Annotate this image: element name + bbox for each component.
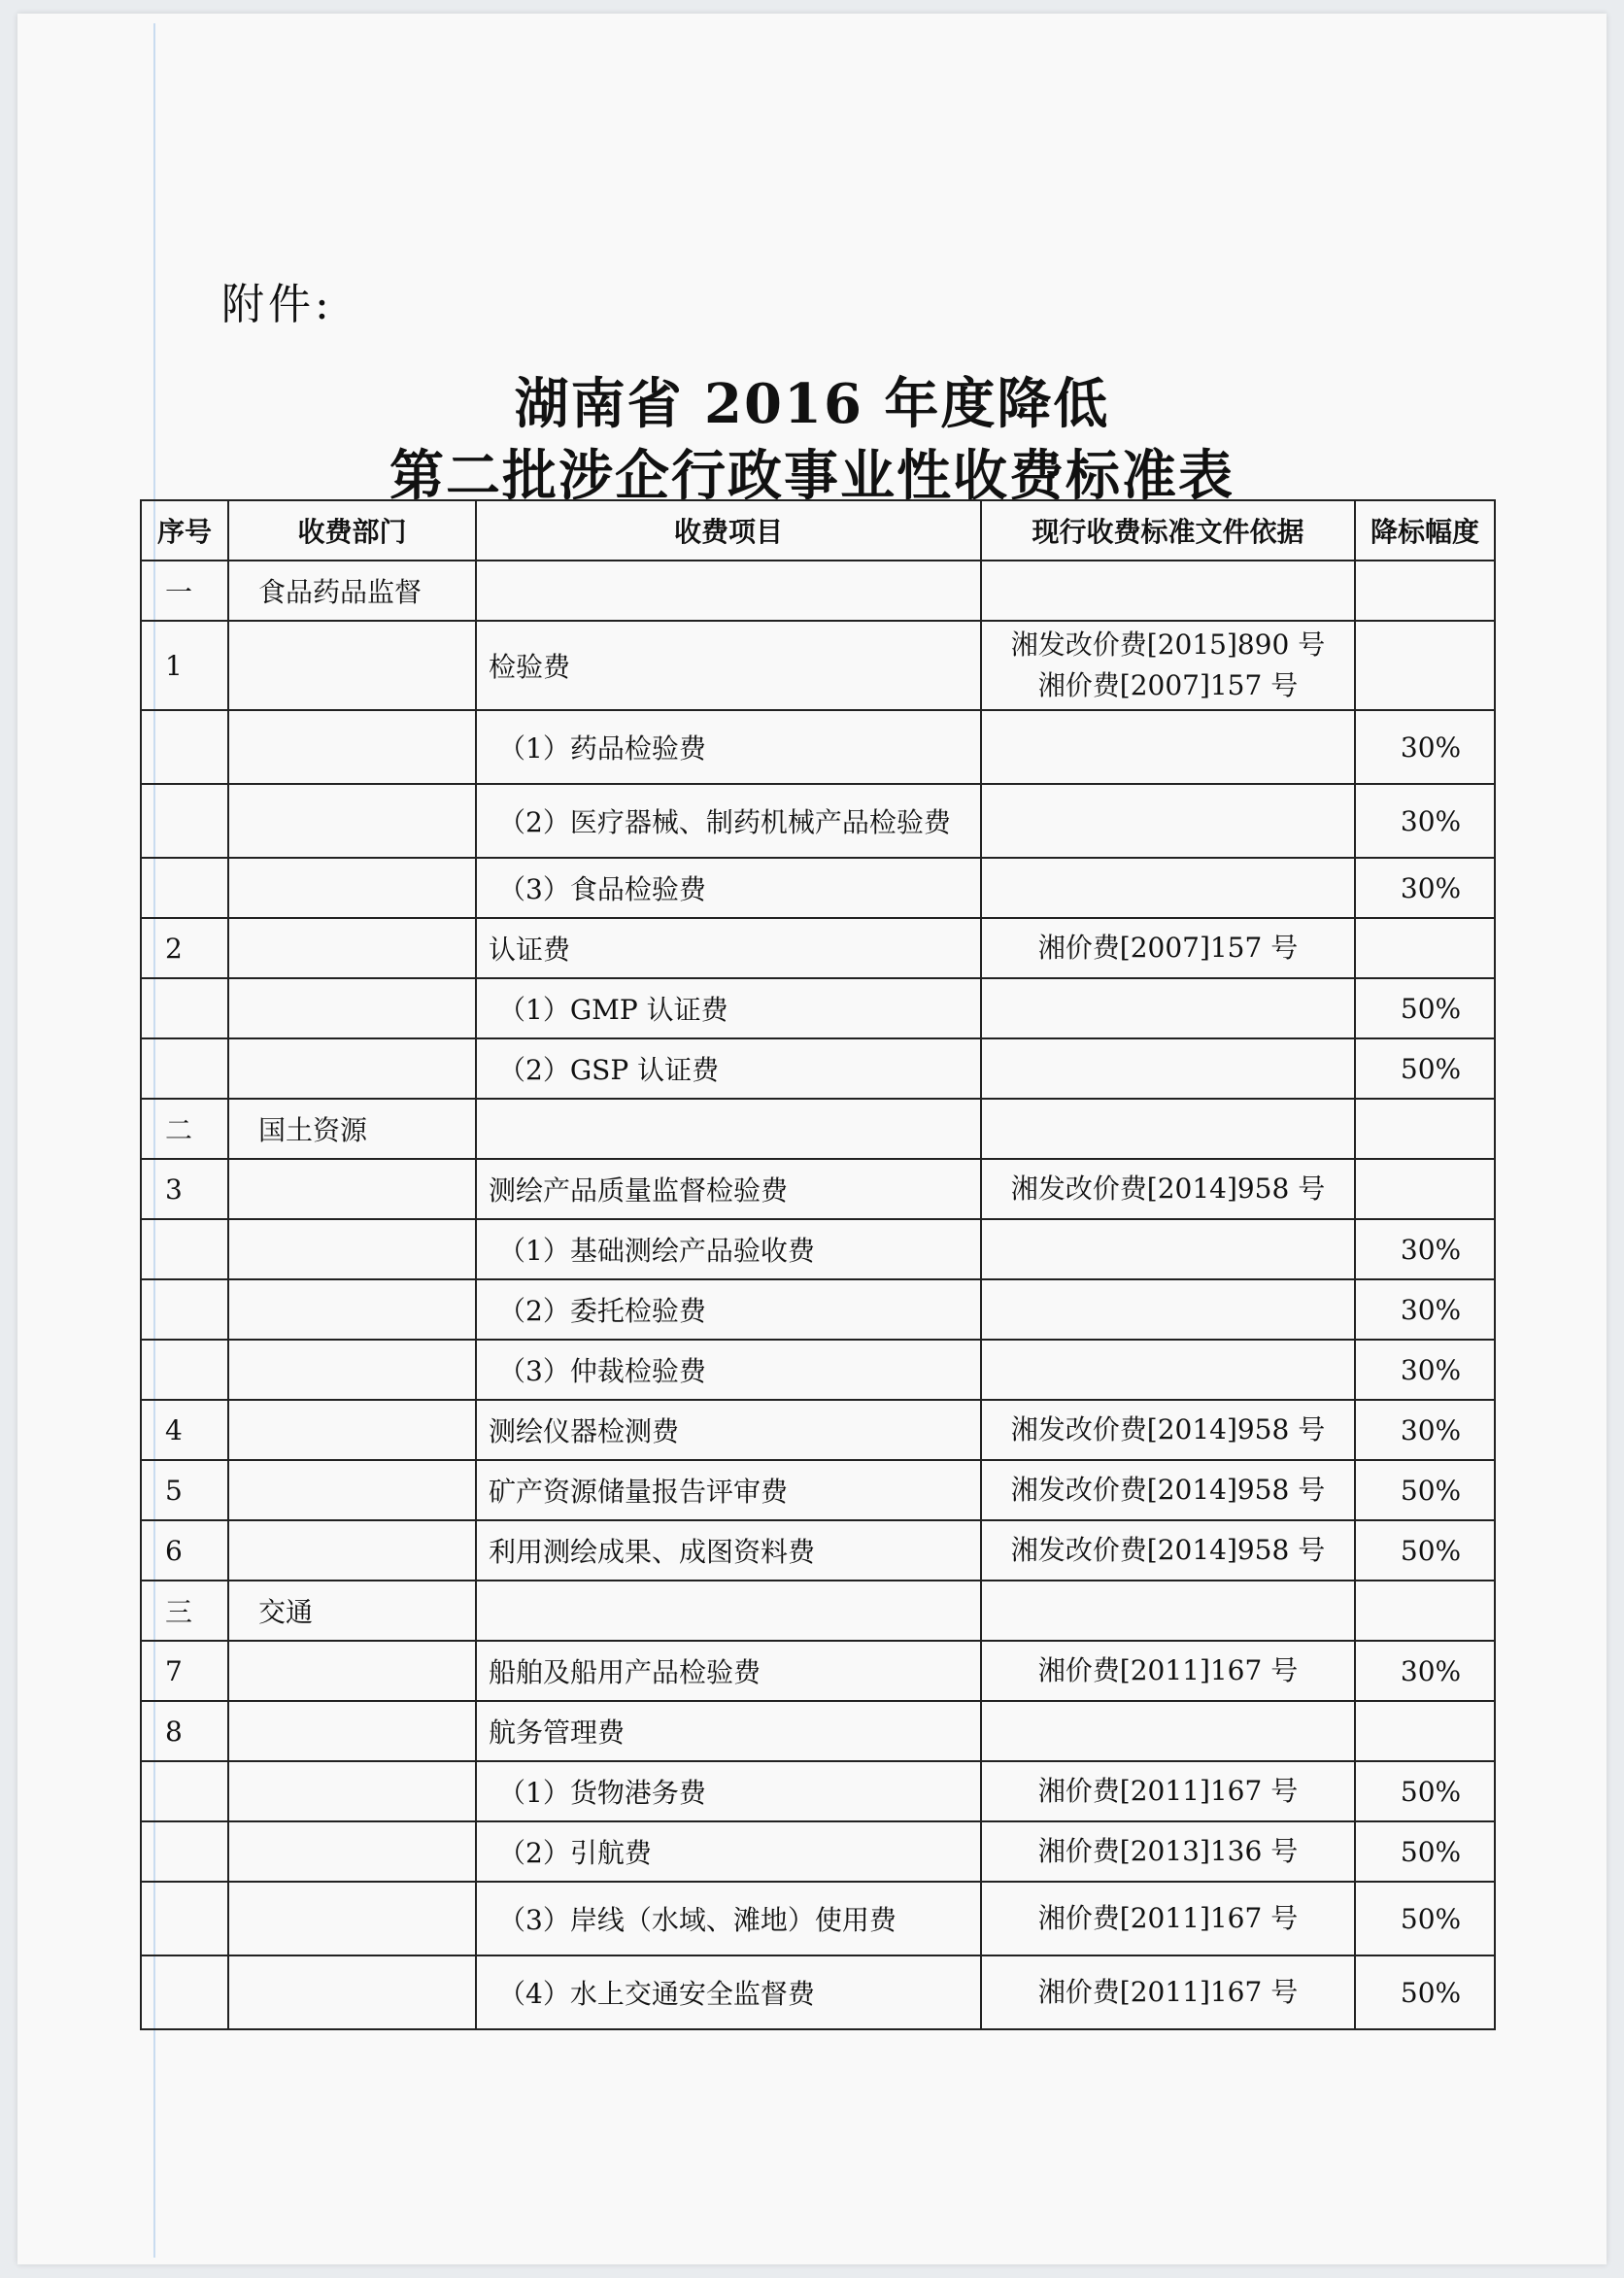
cell-department (228, 858, 476, 918)
cell-rate: 30% (1355, 1340, 1495, 1400)
cell-item: （2）GSP 认证费 (476, 1038, 981, 1099)
cell-index: 3 (141, 1159, 228, 1219)
cell-basis (981, 561, 1355, 621)
cell-item: 认证费 (476, 918, 981, 978)
table-row (141, 784, 1495, 858)
cell-rate: 30% (1355, 1400, 1495, 1460)
cell-department: 食品药品监督 (228, 561, 476, 621)
cell-item: （2）委托检验费 (476, 1279, 981, 1340)
cell-department (228, 710, 476, 784)
cell-item: （2）医疗器械、制药机械产品检验费 (476, 784, 981, 858)
cell-rate: 30% (1355, 710, 1495, 784)
cell-basis (981, 621, 1355, 710)
table-row (141, 1400, 1495, 1460)
cell-department (228, 978, 476, 1038)
cell-department (228, 1701, 476, 1761)
cell-basis (981, 1099, 1355, 1159)
cell-basis: 湘价费[2011]167 号 (981, 1882, 1355, 1955)
cell-index (141, 858, 228, 918)
header-index: 序号 (141, 500, 228, 561)
cell-rate (1355, 1159, 1495, 1219)
table-row (141, 1821, 1495, 1882)
cell-basis (981, 1701, 1355, 1761)
cell-department (228, 1761, 476, 1821)
cell-index (141, 784, 228, 858)
table-header-row (141, 500, 1495, 561)
cell-index: 4 (141, 1400, 228, 1460)
table-row (141, 1641, 1495, 1701)
cell-department (228, 1821, 476, 1882)
cell-basis: 湘价费[2011]167 号 (981, 1955, 1355, 2029)
cell-item: 矿产资源储量报告评审费 (476, 1460, 981, 1520)
cell-department (228, 621, 476, 710)
cell-department (228, 1400, 476, 1460)
cell-item: 航务管理费 (476, 1701, 981, 1761)
cell-department (228, 1955, 476, 2029)
cell-index: 2 (141, 918, 228, 978)
header-rate: 降标幅度 (1355, 500, 1495, 561)
table-row (141, 710, 1495, 784)
table-row (141, 1761, 1495, 1821)
cell-basis (981, 1219, 1355, 1279)
fee-standard-table (140, 499, 1496, 2030)
cell-index (141, 1761, 228, 1821)
cell-item: （1）基础测绘产品验收费 (476, 1219, 981, 1279)
cell-item: （1）货物港务费 (476, 1761, 981, 1821)
cell-department (228, 1520, 476, 1581)
cell-index: 6 (141, 1520, 228, 1581)
cell-index: 三 (141, 1581, 228, 1641)
cell-basis: 湘价费[2011]167 号 (981, 1761, 1355, 1821)
table-row (141, 1955, 1495, 2029)
cell-index (141, 1279, 228, 1340)
table-row (141, 1701, 1495, 1761)
cell-index (141, 1821, 228, 1882)
cell-basis: 湘价费[2013]136 号 (981, 1821, 1355, 1882)
cell-department: 国土资源 (228, 1099, 476, 1159)
table-row (141, 1159, 1495, 1219)
cell-rate: 30% (1355, 1219, 1495, 1279)
table-row (141, 1219, 1495, 1279)
cell-index (141, 1882, 228, 1955)
cell-index: 8 (141, 1701, 228, 1761)
cell-item: （3）食品检验费 (476, 858, 981, 918)
cell-basis: 湘价费[2007]157 号 (981, 918, 1355, 978)
cell-rate: 30% (1355, 784, 1495, 858)
cell-rate: 30% (1355, 1641, 1495, 1701)
cell-basis: 湘发改价费[2014]958 号 (981, 1400, 1355, 1460)
document-page (17, 14, 1607, 2264)
cell-department (228, 1340, 476, 1400)
cell-item: （3）岸线（水域、滩地）使用费 (476, 1882, 981, 1955)
cell-item: 测绘仪器检测费 (476, 1400, 981, 1460)
cell-index (141, 978, 228, 1038)
cell-department (228, 1159, 476, 1219)
cell-index (141, 1340, 228, 1400)
table-row (141, 1460, 1495, 1520)
header-basis: 现行收费标准文件依据 (981, 500, 1355, 561)
cell-rate (1355, 1581, 1495, 1641)
cell-rate (1355, 1099, 1495, 1159)
cell-department (228, 1882, 476, 1955)
cell-basis (981, 1340, 1355, 1400)
cell-rate: 50% (1355, 1955, 1495, 2029)
cell-item: （3）仲裁检验费 (476, 1340, 981, 1400)
basis-line: 湘发改价费[2015]890 号 (1010, 629, 1326, 661)
cell-rate: 50% (1355, 1520, 1495, 1581)
cell-index (141, 1955, 228, 2029)
table-row (141, 858, 1495, 918)
cell-rate: 50% (1355, 1460, 1495, 1520)
cell-basis (981, 978, 1355, 1038)
cell-rate (1355, 621, 1495, 710)
cell-basis (981, 1038, 1355, 1099)
cell-item (476, 561, 981, 621)
cell-rate: 50% (1355, 1038, 1495, 1099)
cell-department (228, 1279, 476, 1340)
cell-item: 利用测绘成果、成图资料费 (476, 1520, 981, 1581)
cell-basis: 湘发改价费[2014]958 号 (981, 1460, 1355, 1520)
table-row (141, 978, 1495, 1038)
cell-item: 测绘产品质量监督检验费 (476, 1159, 981, 1219)
table-row (141, 621, 1495, 710)
cell-basis: 湘发改价费[2014]958 号 (981, 1520, 1355, 1581)
cell-index: 一 (141, 561, 228, 621)
cell-item (476, 1581, 981, 1641)
cell-rate (1355, 1701, 1495, 1761)
attachment-label: 附件: (221, 280, 333, 329)
cell-basis (981, 1581, 1355, 1641)
cell-rate: 50% (1355, 1821, 1495, 1882)
table-row (141, 561, 1495, 621)
cell-basis: 湘发改价费[2014]958 号 (981, 1159, 1355, 1219)
cell-department (228, 1219, 476, 1279)
table-row (141, 1279, 1495, 1340)
cell-rate: 30% (1355, 1279, 1495, 1340)
table-row (141, 1099, 1495, 1159)
cell-index (141, 710, 228, 784)
cell-rate: 50% (1355, 978, 1495, 1038)
cell-department (228, 918, 476, 978)
cell-basis (981, 858, 1355, 918)
table-row (141, 1520, 1495, 1581)
cell-basis (981, 710, 1355, 784)
cell-index: 1 (141, 621, 228, 710)
cell-item: （1）GMP 认证费 (476, 978, 981, 1038)
cell-department (228, 1460, 476, 1520)
cell-index: 二 (141, 1099, 228, 1159)
cell-item: 船舶及船用产品检验费 (476, 1641, 981, 1701)
cell-rate: 50% (1355, 1882, 1495, 1955)
document-title-line1: 湖南省 2016 年度降低 (514, 372, 1110, 436)
cell-department (228, 784, 476, 858)
cell-rate (1355, 918, 1495, 978)
cell-item: （1）药品检验费 (476, 710, 981, 784)
cell-rate (1355, 561, 1495, 621)
cell-rate: 50% (1355, 1761, 1495, 1821)
cell-item (476, 1099, 981, 1159)
cell-basis (981, 1279, 1355, 1340)
cell-department (228, 1038, 476, 1099)
cell-department (228, 1641, 476, 1701)
header-department: 收费部门 (228, 500, 476, 561)
table-row (141, 1038, 1495, 1099)
cell-basis (981, 784, 1355, 858)
header-item: 收费项目 (476, 500, 981, 561)
cell-item: （2）引航费 (476, 1821, 981, 1882)
cell-index (141, 1038, 228, 1099)
table-row (141, 1340, 1495, 1400)
table-row (141, 918, 1495, 978)
cell-index: 7 (141, 1641, 228, 1701)
basis-line: 湘价费[2007]157 号 (1037, 669, 1299, 701)
cell-item: （4）水上交通安全监督费 (476, 1955, 981, 2029)
cell-rate: 30% (1355, 858, 1495, 918)
document-title-line2: 第二批涉企行政事业性收费标准表 (389, 444, 1235, 508)
table-row (141, 1581, 1495, 1641)
cell-basis: 湘价费[2011]167 号 (981, 1641, 1355, 1701)
table-row (141, 1882, 1495, 1955)
cell-item: 检验费 (476, 621, 981, 710)
cell-index: 5 (141, 1460, 228, 1520)
cell-department: 交通 (228, 1581, 476, 1641)
cell-index (141, 1219, 228, 1279)
